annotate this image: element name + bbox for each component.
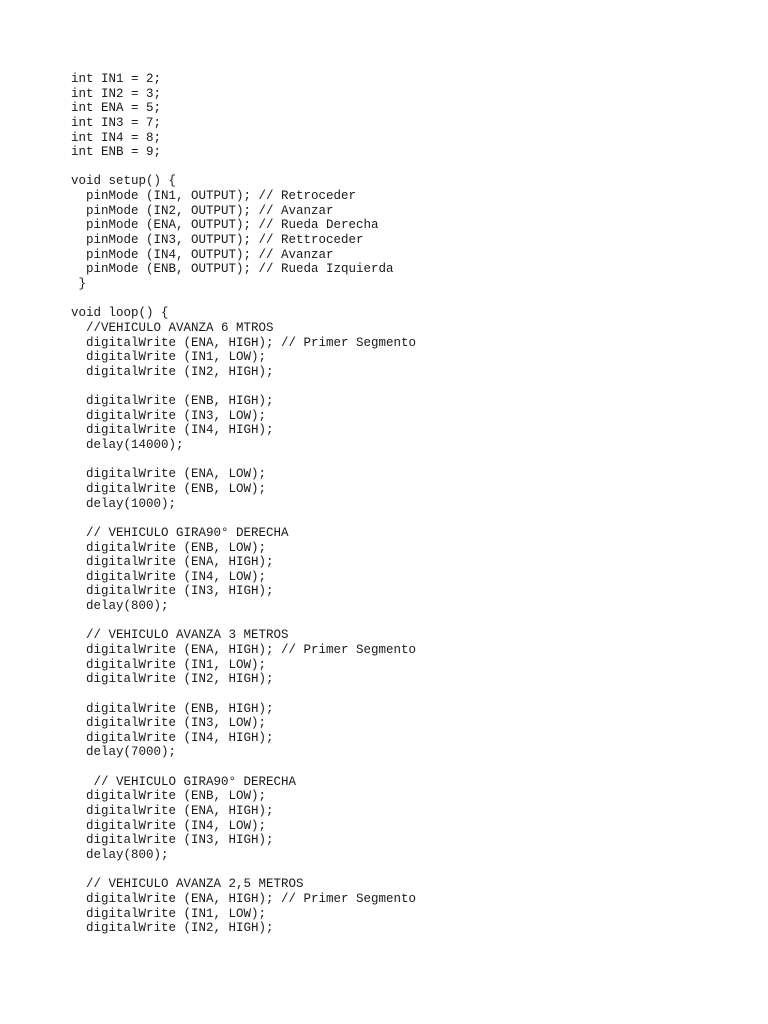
- code-line: int IN1 = 2;: [71, 72, 162, 86]
- code-line: delay(14000);: [71, 438, 184, 453]
- code-line: delay(7000);: [71, 745, 177, 760]
- code-line: digitalWrite (ENA, LOW);: [71, 467, 267, 482]
- code-line: digitalWrite (IN2, HIGH);: [71, 364, 274, 379]
- code-line: digitalWrite (ENA, HIGH);: [71, 555, 274, 570]
- code-line: pinMode (ENB, OUTPUT); // Rueda Izquierda: [71, 262, 394, 277]
- code-line: digitalWrite (IN3, LOW);: [71, 408, 267, 423]
- code-line: digitalWrite (IN1, LOW);: [71, 350, 267, 365]
- code-line: //VEHICULO AVANZA 6 MTROS: [71, 320, 274, 335]
- code-line: digitalWrite (IN2, HIGH);: [71, 672, 274, 687]
- code-line: pinMode (IN4, OUTPUT); // Avanzar: [71, 247, 334, 262]
- code-line: digitalWrite (IN2, HIGH);: [71, 921, 274, 936]
- code-line: digitalWrite (IN4, HIGH);: [71, 730, 274, 745]
- code-line: digitalWrite (ENA, HIGH);: [71, 804, 274, 819]
- code-line: digitalWrite (ENB, HIGH);: [71, 701, 274, 716]
- code-line: delay(1000);: [71, 496, 177, 511]
- code-line: digitalWrite (ENA, HIGH); // Primer Segmento: [71, 891, 417, 906]
- code-line: [71, 292, 416, 307]
- code-line: digitalWrite (IN4, HIGH);: [71, 423, 274, 438]
- code-line: int IN3 = 7;: [71, 115, 162, 130]
- code-line: [71, 453, 416, 468]
- code-line: digitalWrite (IN3, LOW);: [71, 716, 267, 731]
- code-line: pinMode (IN1, OUTPUT); // Retroceder: [71, 189, 357, 204]
- code-line: [71, 687, 416, 702]
- code-line: [71, 511, 416, 526]
- code-line: int ENB = 9;: [71, 145, 162, 160]
- code-line: pinMode (IN3, OUTPUT); // Rettroceder: [71, 233, 364, 248]
- code-block: [71, 72, 416, 936]
- code-line: // VEHICULO GIRA90° DERECHA: [71, 774, 297, 789]
- code-line: int ENA = 5;: [71, 101, 162, 116]
- code-line: digitalWrite (ENB, LOW);: [71, 789, 267, 804]
- code-line: // VEHICULO AVANZA 3 METROS: [71, 628, 289, 643]
- code-line: digitalWrite (IN3, HIGH);: [71, 833, 274, 848]
- code-line: digitalWrite (ENA, HIGH); // Primer Segmento: [71, 642, 417, 657]
- code-line: digitalWrite (IN4, LOW);: [71, 818, 267, 833]
- code-line: delay(800);: [71, 599, 169, 614]
- code-line: pinMode (ENA, OUTPUT); // Rueda Derecha: [71, 218, 379, 233]
- code-line: digitalWrite (ENB, LOW);: [71, 540, 267, 555]
- code-line: // VEHICULO AVANZA 2,5 METROS: [71, 877, 304, 892]
- code-line: [71, 863, 416, 878]
- code-line: digitalWrite (IN4, LOW);: [71, 569, 267, 584]
- code-line: digitalWrite (IN3, HIGH);: [71, 584, 274, 599]
- code-line: }: [71, 276, 87, 291]
- code-line: int IN2 = 3;: [71, 86, 162, 101]
- code-line: pinMode (IN2, OUTPUT); // Avanzar: [71, 203, 334, 218]
- code-line: digitalWrite (IN1, LOW);: [71, 657, 267, 672]
- code-line: digitalWrite (IN1, LOW);: [71, 906, 267, 921]
- code-line: // VEHICULO GIRA90° DERECHA: [71, 525, 289, 540]
- code-line: [71, 614, 416, 629]
- code-line: delay(800);: [71, 847, 169, 862]
- code-line: [71, 760, 416, 775]
- code-line: digitalWrite (ENA, HIGH); // Primer Segmento: [71, 335, 417, 350]
- code-line: digitalWrite (ENB, HIGH);: [71, 394, 274, 409]
- code-line: void loop() {: [71, 306, 169, 321]
- code-line: [71, 160, 416, 175]
- code-line: [71, 379, 416, 394]
- code-line: void setup() {: [71, 174, 177, 189]
- code-line: digitalWrite (ENB, LOW);: [71, 481, 267, 496]
- code-line: int IN4 = 8;: [71, 130, 162, 145]
